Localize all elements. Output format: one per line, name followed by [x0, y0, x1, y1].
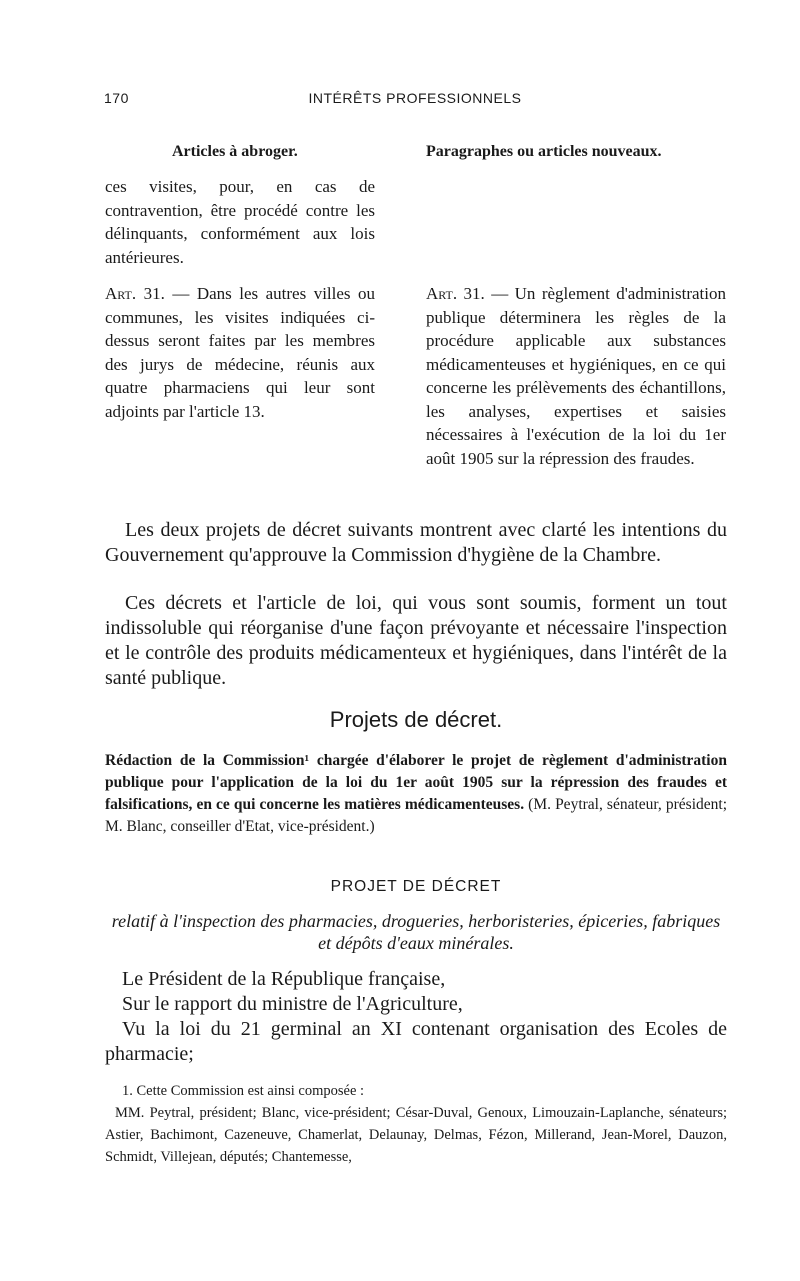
- projet-subtitle: relatif à l'inspection des pharmacies, drogueries, herboristeries, épiceries, fabriques et dépôts d'eaux minérales.: [111, 911, 721, 953]
- footnote-line-2: MM. Peytral, président; Blanc, vice-président; César-Duval, Genoux, Limouzain-Laplanche, sénateurs; Astier, Bachimont, Cazeneuve, Chamerlat, Delaunay, Delmas, Fézon, Millerand, Jean-Morel, Dauzon, Schmidt, Villejean, députés; Chantemesse,: [105, 1105, 727, 1165]
- article-text: — Dans les autres villes ou communes, les visites indiquées ci-dessus seront faites par les membres des jurys de médecine, réunis aux quatre pharmaciens qui leur sont adjoints par l'article 13.: [105, 284, 376, 421]
- body-paragraph-1: Les deux projets de décret suivants montrent avec clarté les intentions du Gouvernement qu'approuve la Commission d'hygiène de la Chambre.: [105, 519, 727, 566]
- footnote: [105, 1080, 727, 1168]
- redaction-rest-text: (M. Peytral, sénateur, président; M. Blanc, conseiller d'Etat, vice-président.): [105, 796, 728, 835]
- running-title: INTÉRÊTS PROFESSIONNELS: [308, 90, 522, 106]
- left-column-paragraph-continuation: ces visites, pour, en cas de contravention, être procédé contre les délinquants, conformément aux lois antérieures.: [105, 177, 375, 267]
- left-column-heading: Articles à abroger.: [172, 143, 298, 160]
- commission-redaction: [105, 750, 727, 838]
- footnote-line-1: 1. Cette Commission est ainsi composée :: [122, 1083, 365, 1099]
- left-column-article-31: [105, 282, 375, 423]
- section-title: Projets de décret.: [329, 707, 503, 732]
- body-paragraph-2: Ces décrets et l'article de loi, qui vous sont soumis, forment un tout indissoluble qui réorganise d'une façon prévoyante et nécessaire l'inspection et le contrôle des produits médicamenteux et hygiéniques, dans l'intérêt de la santé publique.: [105, 592, 727, 689]
- article-text: — Un règlement d'administration publique déterminera les règles de la procédure applicable aux substances médicamenteuses et hygiéniques, en ce qui concerne les prélèvements des échantillons, les analyses, expertises et saisies nécessaires à l'exécution de la loi du 1er août 1905 sur la répression des fraudes.: [426, 284, 727, 468]
- article-label: Art. 31.: [426, 284, 485, 303]
- right-column-article-31: [426, 282, 726, 470]
- page-header: [104, 90, 726, 112]
- redaction-bold-text: Rédaction de la Commission¹ chargée d'élaborer le projet de règlement d'administration publique pour l'application de la loi du 1er août 1905 sur la répression des fraudes et falsifications, en ce qui concerne les matières médicamenteuses.: [105, 752, 727, 813]
- article-label: Art. 31.: [105, 284, 165, 303]
- decree-line-1: Le Président de la République française,: [122, 968, 446, 990]
- projet-title: PROJET DE DÉCRET: [330, 878, 502, 895]
- decree-line-2: Sur le rapport du ministre de l'Agriculture,: [122, 993, 463, 1015]
- page-number: 170: [104, 90, 129, 106]
- right-column-heading: Paragraphes ou articles nouveaux.: [426, 143, 662, 160]
- decree-line-3: Vu la loi du 21 germinal an XI contenant organisation des Ecoles de pharmacie;: [105, 1018, 727, 1065]
